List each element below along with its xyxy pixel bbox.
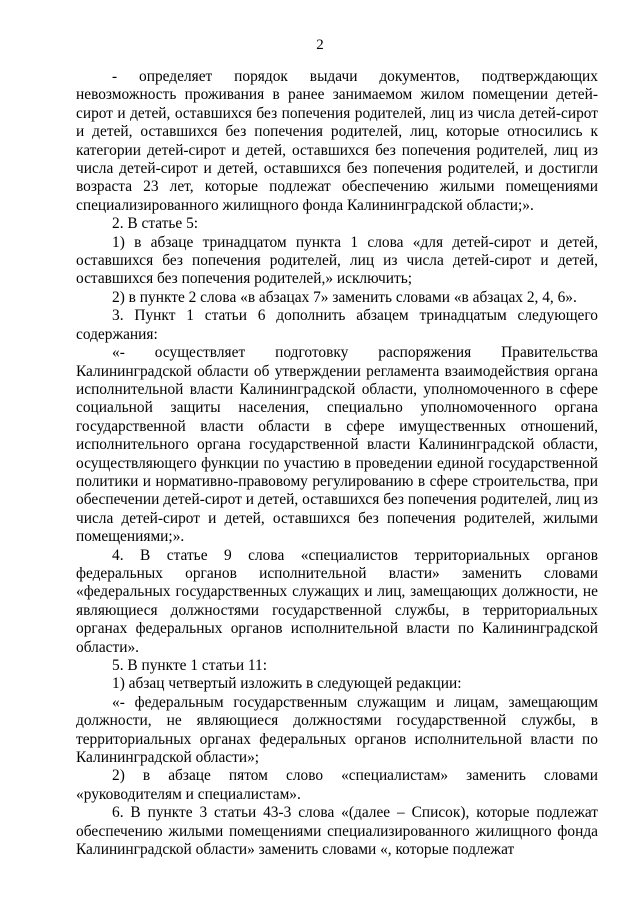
paragraph-3: 1) в абзаце тринадцатом пункта 1 слова «для детей-сирот и детей, оставшихся без попечения родителей, лиц из числа детей-сирот и детей, оставшихся без попечения родителей,» исключить; [76, 233, 598, 288]
paragraph-11: 2) в абзаце пятом слово «специалистам» заменить словами «руководителям и специалистам». [76, 767, 598, 803]
page-number: 2 [316, 37, 324, 53]
paragraph-10: «- федеральным государственным служащим и лицам, замещающим должности, не являющиеся должностями государственной службы, в территориальных органах федеральных органов исполнительной власти по Калининградской области»; [76, 693, 598, 767]
paragraph-1: - определяет порядок выдачи документов, подтверждающих невозможность проживания в ранее занимаемом жилом помещении детей-сирот и детей, оставшихся без попечения родителей, лиц из числа детей-сирот и детей, оставшихся без попечения родителей, лиц, которые относились к категории детей-сирот и детей, оставшихся без попечения родителей, лиц из числа детей-сирот и детей, оставшихся без попечения родителей, и достигли возраста 23 лет, которые подлежат обеспечению жилыми помещениями специализированного жилищного фонда Калининградской области;». [76, 68, 598, 214]
paragraph-8: 5. В пункте 1 статьи 11: [112, 657, 267, 674]
document-body [76, 68, 598, 859]
paragraph-9: 1) абзац четвертый изложить в следующей редакции: [112, 675, 462, 693]
paragraph-6: «- осуществляет подготовку распоряжения Правительства Калининградской области об утверждении регламента взаимодействия органа исполнительной власти Калининградской области, уполномоченного в сфере социальной защиты населения, специально уполномоченного органа государственной власти области в сфере имущественных отношений, исполнительного органа государственной власти Калининградской области, осуществляющего функции по участию в проведении единой государственной политики и нормативно-правовому регулированию в сфере строительства, при обеспечении детей-сирот и детей, оставшихся без попечения родителей, лиц из числа детей-сирот и детей, оставшихся без попечения родителей, жилыми помещениями;». [76, 344, 598, 546]
paragraph-4: 2) в пункте 2 слова «в абзацах 7» заменить словами «в абзацах 2, 4, 6». [112, 288, 577, 306]
paragraph-5: 3. Пункт 1 статьи 6 дополнить абзацем тринадцатым следующего содержания: [76, 307, 598, 343]
paragraph-12: 6. В пункте 3 статьи 43-3 слова «(далее – Список), которые подлежат обеспечению жилыми помещениями специализированного жилищного фонда Калининградской области» заменить словами «, которые подлежат [76, 804, 598, 859]
paragraph-2: 2. В статье 5: [112, 215, 199, 233]
paragraph-7: 4. В статье 9 слова «специалистов территориальных органов федеральных органов исполнительной власти» заменить словами «федеральных государственных служащих и лиц, замещающих должности, не являющиеся должностями государственной службы, в территориальных органах федеральных органов исполнительной власти по Калининградской области». [76, 546, 598, 656]
